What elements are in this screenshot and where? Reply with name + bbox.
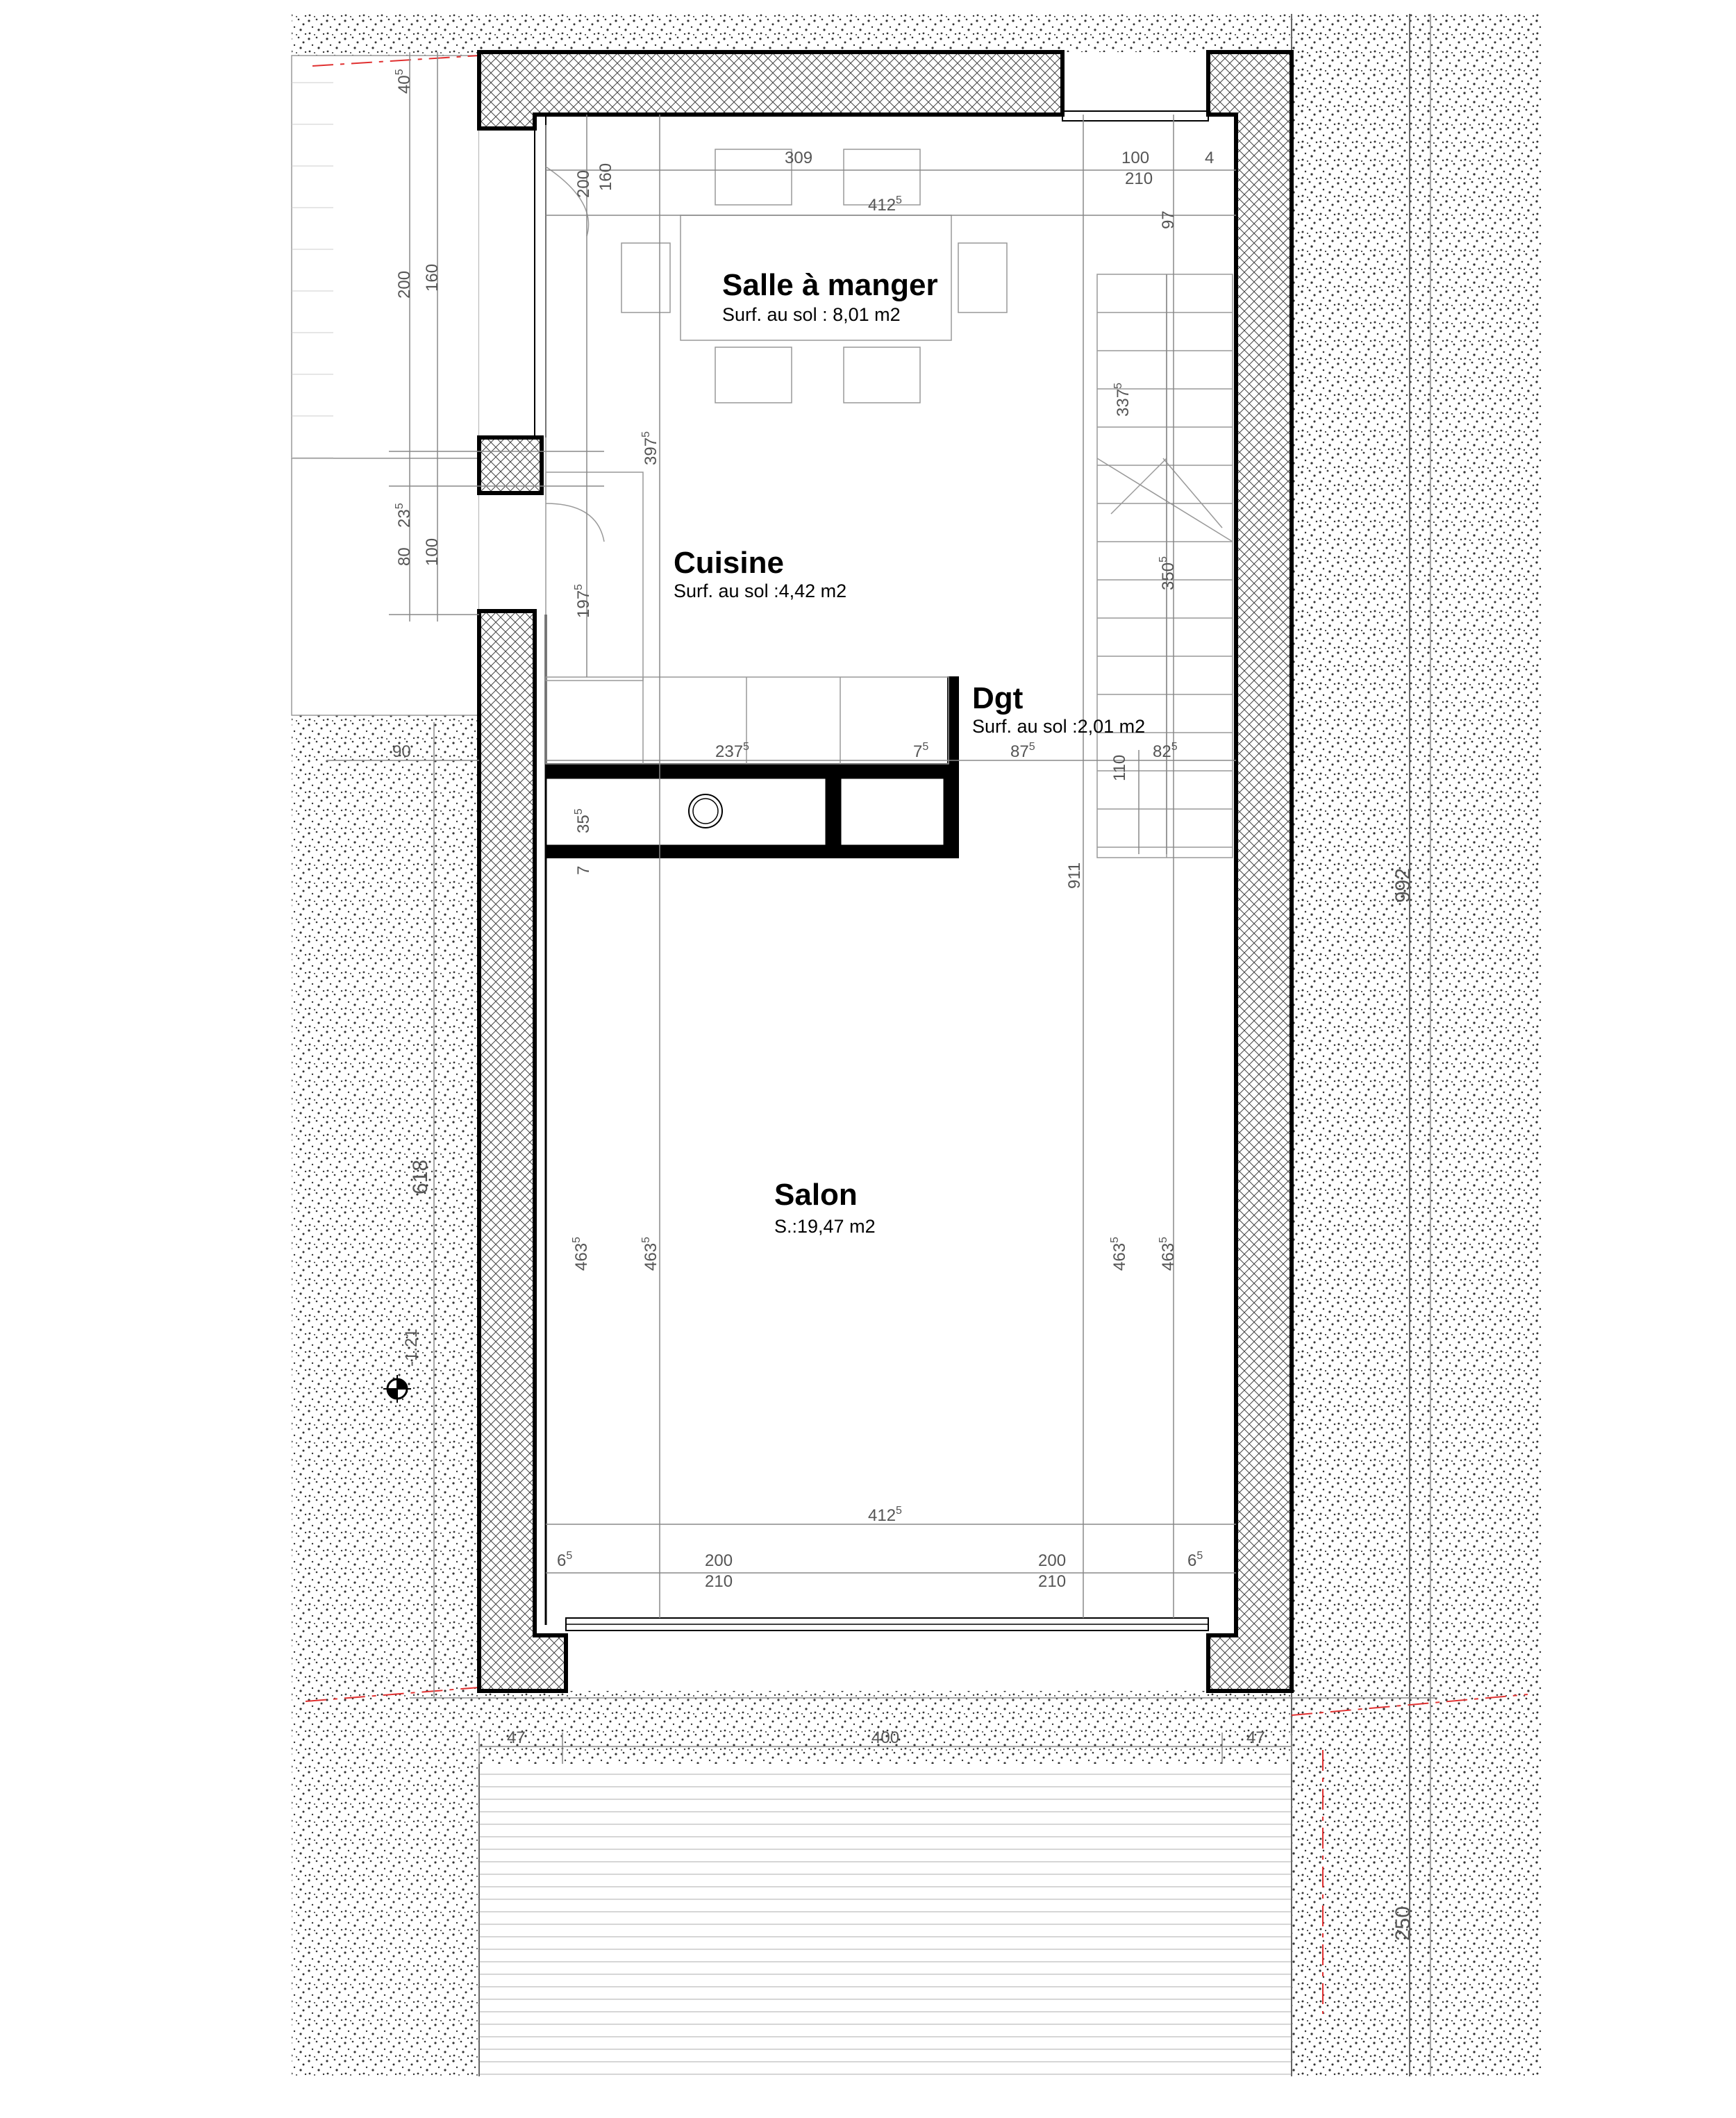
dim-cuisine-197-main: 197	[574, 590, 593, 618]
dim-mid-82-sup: 5	[1171, 741, 1178, 753]
dim-side-618: 618	[409, 1159, 432, 1194]
dim-mid-237-main: 237	[715, 742, 744, 761]
dim-base-47b: 47	[1246, 1728, 1265, 1747]
dim-mid-87-main: 87	[1010, 742, 1029, 761]
dim-bottom-210b: 210	[1038, 1572, 1067, 1591]
dim-storage-7: 7	[574, 865, 593, 875]
room-area-salon: S.:19,47 m2	[774, 1216, 876, 1237]
dim-salon-911: 911	[1065, 862, 1084, 889]
dim-salon-463c-sup: 5	[1109, 1237, 1121, 1243]
dim-storage-35-main: 35	[574, 815, 593, 833]
dim-stair-350-main: 350	[1159, 562, 1178, 590]
dim-top-210: 210	[1125, 169, 1153, 188]
dim-bottom-200a: 200	[705, 1551, 733, 1570]
dim-top-412-sup: 5	[896, 194, 902, 206]
dim-mid-87-sup: 5	[1028, 741, 1035, 753]
dim-cuisine-397-sup: 5	[640, 431, 652, 437]
room-area-salle-a-manger: Surf. au sol : 8,01 m2	[722, 304, 901, 325]
dim-mid-7-main: 7	[913, 742, 923, 761]
dim-right-992: 992	[1392, 867, 1414, 903]
dim-top-100: 100	[1121, 149, 1150, 167]
dim-bottom-6a-main: 6	[557, 1551, 567, 1570]
dim-left-160a: 160	[596, 162, 615, 191]
dim-salon-463d-main: 463	[1159, 1242, 1178, 1271]
dim-salon-463a-main: 463	[572, 1242, 591, 1271]
dim-cuisine-397-main: 397	[642, 437, 660, 465]
dim-left-40-sup: 5	[394, 69, 406, 76]
dim-top-309: 309	[785, 149, 813, 167]
dim-stair-337-sup: 5	[1112, 383, 1124, 389]
dim-left-200a: 200	[574, 169, 593, 198]
dim-bottom-6b-main: 6	[1187, 1551, 1197, 1570]
dim-mid-7-sup: 5	[922, 741, 929, 753]
dim-salon-463a-sup: 5	[571, 1237, 583, 1243]
terrace	[479, 1764, 1292, 2076]
dim-left-80: 80	[395, 547, 414, 566]
dim-bottom-210a: 210	[705, 1572, 733, 1591]
dim-cuisine-197-sup: 5	[573, 584, 585, 590]
room-name-salle-a-manger: Salle à manger	[722, 268, 938, 302]
level-marker-label: -1.21	[402, 1328, 421, 1367]
dim-bottom-412-main: 412	[868, 1506, 896, 1525]
dim-mid-110: 110	[1110, 754, 1129, 781]
room-area-cuisine: Surf. au sol :4,42 m2	[674, 581, 847, 601]
dim-mid-90: 90	[392, 742, 411, 761]
dim-salon-463d-sup: 5	[1158, 1237, 1169, 1243]
dim-top-97: 97	[1159, 210, 1178, 229]
dim-left-160b: 160	[423, 263, 442, 292]
dim-stair-350-sup: 5	[1158, 556, 1169, 562]
dim-left-23-sup: 5	[394, 503, 406, 510]
dim-bottom-6b-sup: 5	[1196, 1550, 1203, 1562]
dim-salon-463b-sup: 5	[640, 1237, 652, 1243]
dim-salon-463b-main: 463	[642, 1242, 660, 1271]
dim-mid-82-main: 82	[1153, 742, 1171, 761]
dim-base-47a: 47	[507, 1728, 526, 1747]
dim-base-400: 400	[871, 1728, 900, 1747]
dim-left-23-main: 23	[395, 509, 414, 528]
room-name-cuisine: Cuisine	[674, 546, 784, 580]
room-area-dgt: Surf. au sol :2,01 m2	[972, 716, 1146, 737]
room-name-dgt: Dgt	[972, 681, 1024, 715]
dim-bottom-412-sup: 5	[896, 1505, 902, 1517]
room-name-salon: Salon	[774, 1178, 858, 1212]
dim-mid-237-sup: 5	[743, 741, 749, 753]
dim-stair-337-main: 337	[1114, 388, 1133, 417]
dim-bottom-6a-sup: 5	[566, 1550, 573, 1562]
dim-left-100: 100	[423, 537, 442, 566]
dim-top-412-main: 412	[868, 196, 896, 215]
dim-salon-463c-main: 463	[1110, 1242, 1129, 1271]
dim-bottom-200b: 200	[1038, 1551, 1067, 1570]
dim-top-4: 4	[1205, 149, 1215, 167]
dim-terrace-250: 250	[1392, 1906, 1414, 1941]
dim-storage-35-sup: 5	[573, 808, 585, 815]
dim-left-200b: 200	[395, 270, 414, 299]
dim-left-40-main: 40	[395, 75, 414, 94]
